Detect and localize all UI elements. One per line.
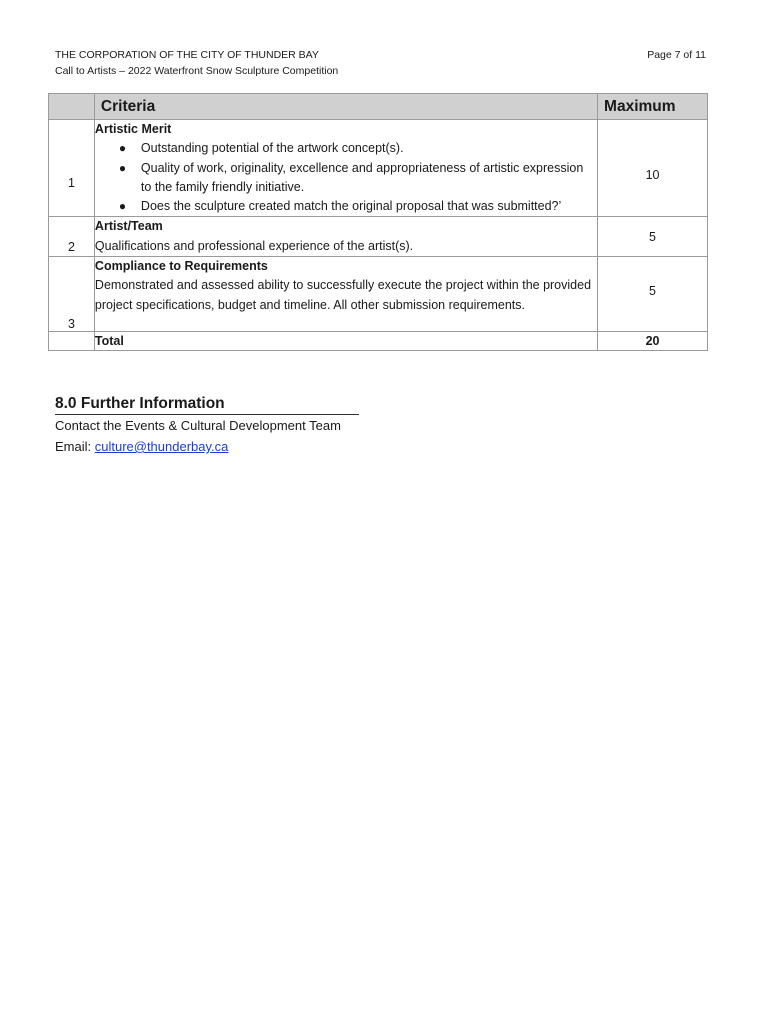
page-header	[55, 47, 708, 79]
page-number: Page 7 of 11	[647, 49, 706, 61]
email-line	[55, 436, 375, 457]
row-maximum: 5	[598, 257, 708, 332]
email-link[interactable]: culture@thunderbay.ca	[94, 439, 229, 454]
header-org: THE CORPORATION OF THE CITY OF THUNDER BAY	[55, 49, 319, 61]
table-row	[49, 217, 708, 257]
bullet-icon: ●	[118, 141, 127, 156]
list-item	[118, 139, 597, 158]
header-num	[49, 94, 95, 120]
row-number: 2	[49, 217, 95, 257]
further-information-section	[55, 394, 375, 457]
criteria-text: Demonstrated and assessed ability to successfully execute the project within the provided project specifications, budget and timeline. All other submission requirements.	[94, 278, 592, 312]
header-criteria: Criteria	[94, 94, 597, 120]
table-row	[49, 257, 708, 332]
row-number: 3	[49, 257, 95, 332]
row-maximum: 5	[598, 217, 708, 257]
bullet-icon: ●	[118, 199, 127, 214]
row-criteria	[94, 120, 597, 217]
bullet-text: Quality of work, originality, excellence and appropriateness of artistic expression to the family friendly initiative.	[140, 160, 584, 194]
section-heading: 8.0 Further Information	[55, 394, 359, 415]
bullet-text: Does the sculpture created match the original proposal that was submitted?’	[140, 199, 562, 214]
criteria-title: Artistic Merit	[94, 122, 172, 136]
header-subtitle: Call to Artists – 2022 Waterfront Snow Sculpture Competition	[55, 65, 339, 77]
list-item	[118, 159, 597, 198]
row-criteria	[94, 257, 597, 332]
table-row	[49, 120, 708, 217]
row-number: 1	[49, 120, 95, 217]
criteria-bullets	[95, 139, 597, 216]
bullet-icon: ●	[118, 160, 127, 175]
total-num-cell	[49, 332, 95, 351]
header-maximum: Maximum	[598, 94, 708, 120]
table-header-row	[49, 94, 708, 120]
contact-line: Contact the Events & Cultural Development Team	[55, 418, 341, 433]
criteria-table	[48, 93, 708, 351]
criteria-text: Qualifications and professional experience of the artist(s).	[94, 238, 414, 253]
total-value: 20	[598, 332, 708, 351]
criteria-title: Compliance to Requirements	[94, 259, 268, 274]
criteria-title: Artist/Team	[94, 219, 163, 234]
total-label: Total	[94, 332, 597, 351]
row-criteria	[94, 217, 597, 257]
row-maximum: 10	[598, 120, 708, 217]
email-label: Email:	[55, 439, 95, 454]
bullet-text: Outstanding potential of the artwork concept(s).	[140, 141, 404, 156]
total-row	[49, 332, 708, 351]
list-item	[118, 197, 597, 216]
